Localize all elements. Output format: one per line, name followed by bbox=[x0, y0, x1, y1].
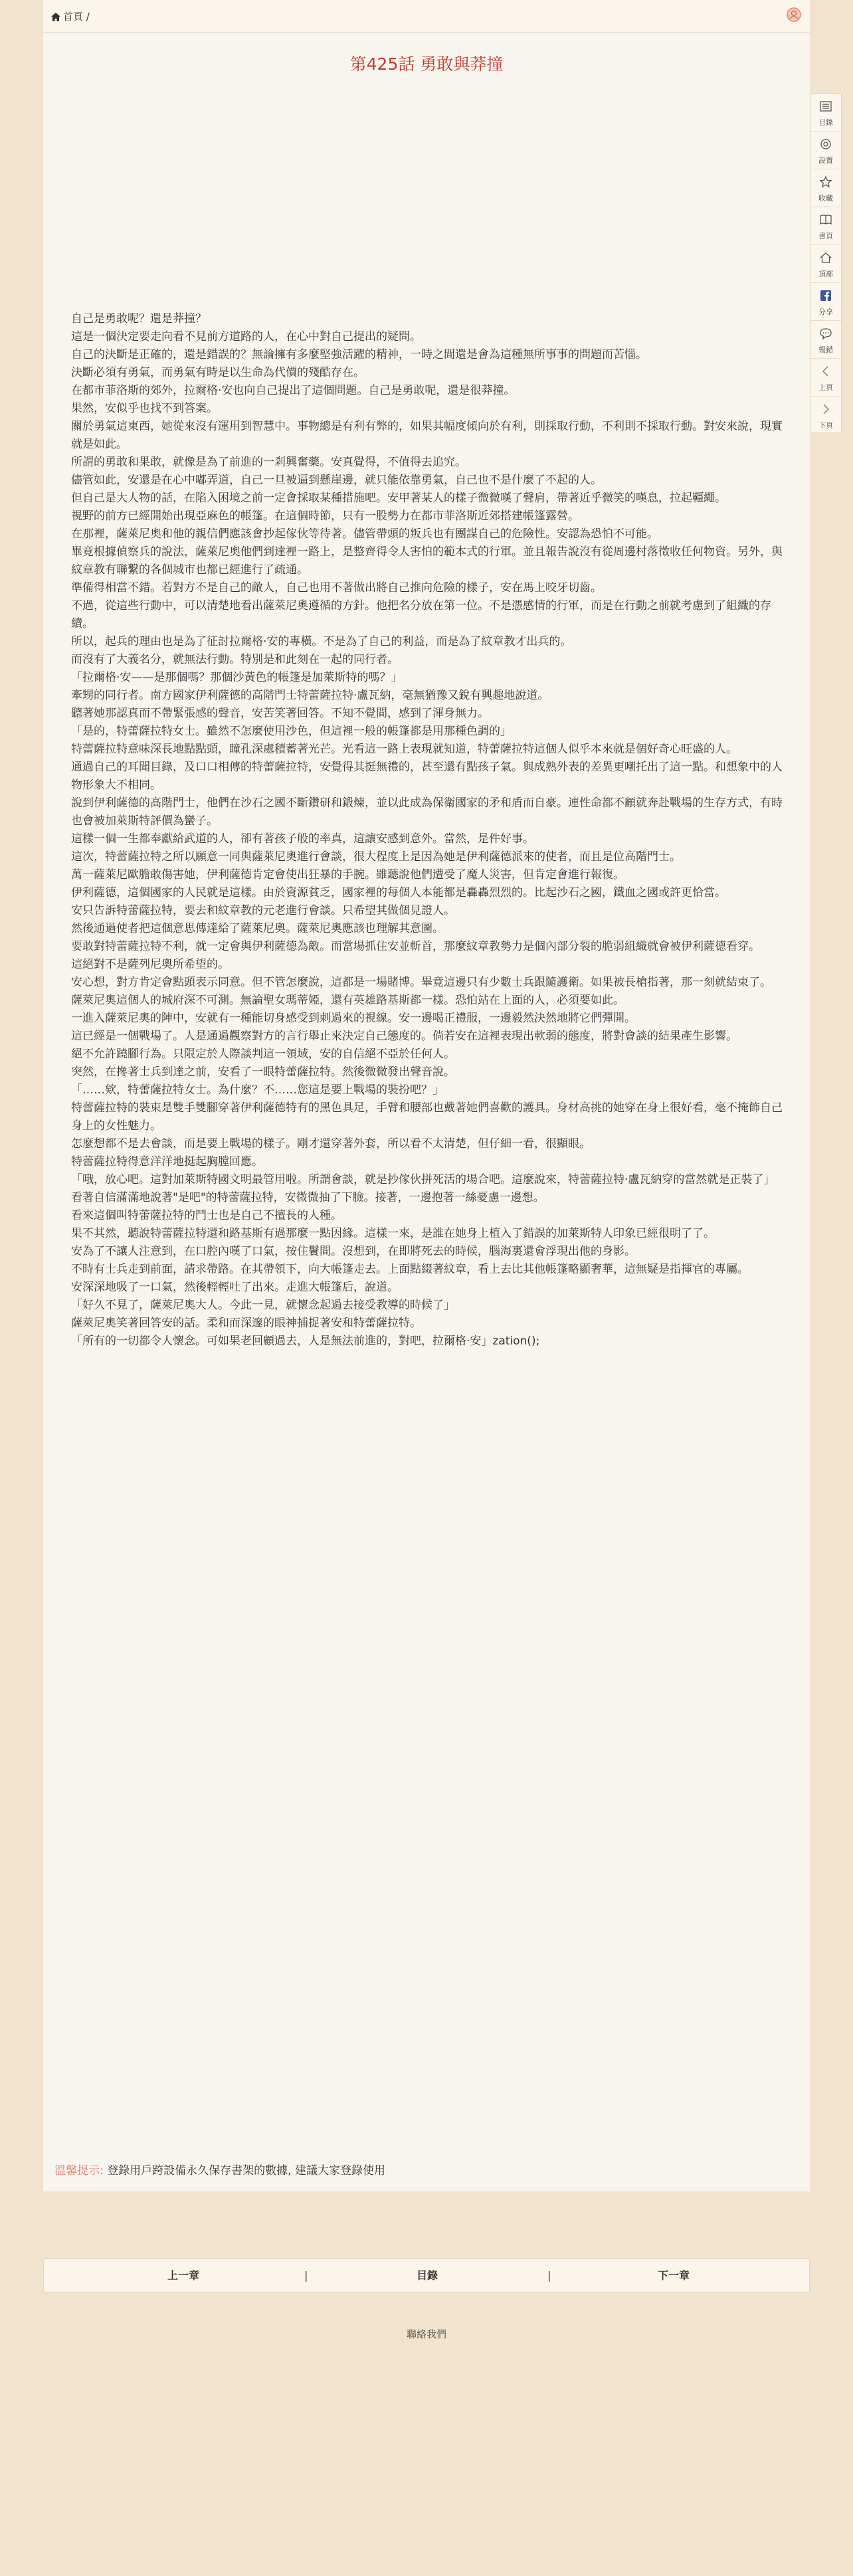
book-icon bbox=[819, 213, 832, 227]
sidebar-item-share[interactable] bbox=[810, 283, 841, 321]
chapter-paragraph: 這絕對不是薩列尼奧所希望的。 bbox=[71, 958, 229, 971]
chapter-paragraph: 要敢對特蕾薩拉特不利，就一定會與伊利薩德為敵。而當場抓住安並斬首，那麼紋章教勢力是個內部分裂的脆弱組織就會被伊利薩德看穿。 bbox=[71, 940, 760, 953]
chapter-paragraph: 畢竟根據偵察兵的說法，薩萊尼奧他們到達裡一路上，是整齊得令人害怕的範本式的行軍。並且報告說沒有從周邊村落徵收任何物資。另外，與紋章教有聯繫的各個城市也都已經進行了疏通。 bbox=[71, 545, 783, 577]
contact-link[interactable]: 聯絡我們 bbox=[406, 2328, 446, 2340]
chapter-paragraph: 說到伊利薩德的高階門士，他們在沙石之國不斷鑽研和鍛煉，並以此成為保衛國家的矛和盾而自豪。連性命都不顧就奔赴戰場的生存方式，有時也會被加萊斯特評價為蠻子。 bbox=[71, 796, 783, 828]
sidebar-item-catalog[interactable] bbox=[810, 94, 841, 132]
chapter-paragraph: 「哦，放心吧。這對加萊斯特國文明最管用啦。所謂會談，就是抄傢伙拼死活的場合吧。這麼說來，特蕾薩拉特·盧瓦納穿的當然就是正裝了」 bbox=[71, 1173, 775, 1186]
chapter-content bbox=[71, 310, 783, 1350]
sidebar-item-favorite[interactable] bbox=[810, 169, 841, 207]
chapter-paragraph: 決斷必須有勇氣，而勇氣有時是以生命為代價的殘酷存在。 bbox=[71, 366, 365, 379]
chapter-paragraph: 自己的決斷是正確的，還是錯誤的？無論擁有多麼堅強活躍的精神，一時之間還是會為這種無所事事的問題而苦惱。 bbox=[71, 348, 647, 361]
chapter-paragraph: 安為了不讓人注意到，在口腔內嘆了口氣，按住鬢間。沒想到，在即將死去的時候，腦海裏還會浮現出他的身影。 bbox=[71, 1245, 636, 1258]
chapter-paragraph: 牽甥的同行者。南方國家伊利薩德的高階門士特蕾薩拉特·盧瓦納，毫無猶豫又銳有興趣地說道。 bbox=[71, 689, 549, 702]
chapter-paragraph: 萬一薩萊尼歐膽敢傷害她，伊利薩德肯定會使出狂暴的手腕。雖聽說他們遭受了魔人災害，但肯定會進行報復。 bbox=[71, 868, 624, 881]
list-icon bbox=[819, 100, 832, 113]
chapter-navigation bbox=[43, 2258, 810, 2293]
chapter-paragraph: 伊利薩德，這個國家的人民就是這樣。由於資源貧乏，國家裡的每個人本能都是轟轟烈烈的。比起沙石之國，鐵血之國或許更恰當。 bbox=[71, 886, 726, 899]
chapter-paragraph: 「是的，特蕾薩拉特女士。雖然不怎麼使用沙色，但這裡一般的帳篷都是用那種色調的」 bbox=[71, 725, 512, 738]
sidebar-label: 書頁 bbox=[818, 232, 833, 240]
prev-chapter-button[interactable]: 上一章 bbox=[167, 2269, 199, 2282]
sidebar-label: 目錄 bbox=[818, 118, 833, 127]
sidebar-item-prev-page[interactable] bbox=[810, 359, 841, 397]
chapter-paragraph: 而沒有了大義名分，就無法行動。特別是和此刻在一起的同行者。 bbox=[71, 653, 399, 666]
facebook-icon bbox=[819, 289, 832, 302]
chapter-paragraph: 薩萊尼奧這個人的城府深不可測。無論聖女瑪蒂婭，還有英雄路基斯都一樣。恐怕站在上面的人，必須要如此。 bbox=[71, 994, 624, 1007]
sidebar-label: 收藏 bbox=[818, 194, 833, 203]
home-icon[interactable] bbox=[51, 11, 60, 24]
chapter-paragraph: 這樣一個一生都奉獻給武道的人，卻有著孩子般的率真，這讓安感到意外。當然，是件好事。 bbox=[71, 832, 534, 846]
floating-sidebar bbox=[810, 93, 842, 433]
chapter-paragraph: 所謂的勇敢和果敢，就像是為了前進的一剎興奮藥。安真覺得，不值得去追究。 bbox=[71, 456, 466, 469]
chapter-paragraph: 這是一個決定要走向看不見前方道路的人，在心中對自己提出的疑問。 bbox=[71, 330, 421, 343]
chapter-paragraph: 視野的前方已經開始出現亞麻色的帳篷。在這個時節，只有一股勢力在都市菲洛斯近郊搭建帳篷露營。 bbox=[71, 509, 579, 523]
chapter-paragraph: 「所有的一切都令人懷念。可如果老回顧過去，人是無法前進的，對吧，拉爾格·安」zation(); bbox=[71, 1334, 540, 1348]
chapter-paragraph: 安深深地吸了一口氣，然後輕輕吐了出來。走進大帳篷后，說道。 bbox=[71, 1281, 399, 1294]
next-chapter-button[interactable]: 下一章 bbox=[657, 2269, 690, 2282]
home-icon bbox=[819, 251, 832, 264]
sidebar-label: 分享 bbox=[818, 308, 833, 316]
star-icon bbox=[819, 175, 832, 189]
chapter-paragraph: 一進入薩萊尼奧的陣中，安就有一種能切身感受到刺過來的視線。安一邊喝正禮服，一邊毅然決然地將它們彈開。 bbox=[71, 1012, 636, 1025]
chapter-card bbox=[43, 33, 810, 2191]
sidebar-label: 報錯 bbox=[818, 345, 833, 354]
user-profile-icon[interactable] bbox=[787, 7, 801, 22]
chevron-right-icon bbox=[819, 403, 832, 416]
chapter-paragraph: 果然，安似乎也找不到答案。 bbox=[71, 402, 218, 415]
chevron-left-icon bbox=[819, 365, 832, 378]
chapter-paragraph: 通過自己的耳聞目錄，及口口相傳的特蕾薩拉特，安覺得其挺無禮的，甚至還有點孩子氣。與成熟外表的差異更嘲托出了這一點。和想象中的人物形象大不相同。 bbox=[71, 761, 783, 792]
chapter-paragraph: 「……欸，特蕾薩拉特女士。為什麼？不……您這是要上戰場的裝扮吧？」 bbox=[71, 1083, 444, 1097]
sidebar-item-next-page[interactable] bbox=[810, 397, 841, 434]
chapter-paragraph: 關於勇氣這東西，她從來沒有運用到智慧中。事物總是有利有弊的，如果其幅度傾向於有利，則採取行動，不利則不採取行動。對安來說，現實就是如此。 bbox=[71, 420, 783, 451]
chapter-paragraph: 看著自信滿滿地說著"是吧"的特蕾薩拉特，安微微抽了下臉。接著，一邊抱著一絲憂慮一邊想。 bbox=[71, 1191, 545, 1204]
chapter-paragraph: 不過，從這些行動中，可以清楚地看出薩萊尼奧遵循的方針。他把名分放在第一位。不是憑感情的行軍，而是在行動之前就考慮到了組織的存續。 bbox=[71, 599, 771, 630]
chapter-paragraph: 所以，起兵的理由也是為了征討拉爾格·安的專橫。不是為了自己的利益，而是為了紋章教才出兵的。 bbox=[71, 635, 572, 648]
sidebar-label: 頂部 bbox=[818, 270, 833, 278]
chapter-paragraph: 怎麼想都不是去會談，而是要上戰場的樣子。剛才還穿著外套，所以看不太清楚，但仔細一看，很顯眼。 bbox=[71, 1137, 591, 1150]
chapter-paragraph: 自己是勇敢呢？還是莽撞？ bbox=[71, 312, 207, 325]
chapter-paragraph: 「好久不見了，薩萊尼奧大人。今此一見，就懷念起過去接受教導的時候了」 bbox=[71, 1299, 455, 1312]
chapter-paragraph: 然後通過使者把這個意思傳達給了薩萊尼奧。薩萊尼奧應該也理解其意圖。 bbox=[71, 922, 444, 935]
chapter-paragraph: 在都市菲洛斯的郊外，拉爾格·安也向自己提出了這個問題。自己是勇敢呢，還是很莽撞。 bbox=[71, 384, 516, 397]
chapter-paragraph: 「拉爾格·安——是那個嗎？那個沙黃色的帳篷是加萊斯特的嗎？」 bbox=[71, 671, 403, 684]
sidebar-item-settings[interactable] bbox=[810, 132, 841, 169]
chapter-paragraph: 薩萊尼奧笑著回答安的話。柔和而深邃的眼神捕捉著安和特蕾薩拉特。 bbox=[71, 1317, 421, 1330]
chapter-paragraph: 準備得相當不錯。若對方不是自己的敵人，自己也用不著做出將自己推向危險的樣子，安在馬上咬牙切齒。 bbox=[71, 581, 602, 595]
chapter-paragraph: 特蕾薩拉特意味深長地點點頭，瞳孔深處積蓄著光芒。光看這一路上表現就知道，特蕾薩拉特這個人似乎本來就是個好奇心旺盛的人。 bbox=[71, 743, 737, 756]
chapter-paragraph: 但自己是大人物的話，在陷入困境之前一定會採取某種措施吧。安甲著某人的樣子微微嘆了聲肩，帶著近乎微笑的嘆息，拉起韁繩。 bbox=[71, 492, 726, 505]
chapter-paragraph: 安心想，對方肯定會點頭表示同意。但不管怎麼說，這都是一場賭博。畢竟這邊只有少數士兵跟隨護衛。如果被長槍指著，那一刻就結束了。 bbox=[71, 976, 771, 989]
chapter-paragraph: 儘管如此，安還是在心中嘟弄道，自己一旦被逼到懸崖邊，就只能依靠勇氣，自己也不是什麼了不起的人。 bbox=[71, 474, 602, 487]
chapter-paragraph: 果不其然，聽說特蕾薩拉特還和路基斯有過那麼一點因緣。這樣一來，是誰在她身上植入了錯誤的加萊斯特人印象已經很明了了。 bbox=[71, 1227, 715, 1240]
chapter-paragraph: 不時有士兵走到前面，請求帶路。在其帶領下，向大帳篷走去。上面點綴著紋章，看上去比其他帳篷略顯奢華，這無疑是指揮官的專屬。 bbox=[71, 1263, 749, 1276]
sidebar-item-report-error[interactable] bbox=[810, 321, 841, 359]
chapter-paragraph: 突然，在搀著士兵到達之前，安看了一眼特蕾薩拉特。然後微微發出聲音說。 bbox=[71, 1065, 455, 1079]
sidebar-label: 上頁 bbox=[818, 383, 833, 392]
chapter-paragraph: 特蕾薩拉特的裝束是雙手雙腳穿著伊利薩德特有的黑色具足，手臂和腰部也戴著她們喜歡的護具。身材高挑的她穿在身上很好看，毫不掩飾自己身上的女性魅力。 bbox=[71, 1101, 783, 1133]
chapter-paragraph: 特蕾薩拉特得意洋洋地挺起胸膛回應。 bbox=[71, 1155, 263, 1168]
comment-icon bbox=[819, 327, 832, 340]
breadcrumb-separator: / bbox=[86, 11, 90, 23]
sidebar-item-top[interactable] bbox=[810, 245, 841, 283]
chapter-paragraph: 在那裡，薩萊尼奧和他的親信們應該會抄起傢伙等待著。儘管帶頭的叛兵也有團謀自己的危險性。安認為恐怕不可能。 bbox=[71, 527, 658, 541]
sidebar-label: 設置 bbox=[818, 156, 833, 165]
catalog-button[interactable]: 目錄 bbox=[416, 2269, 438, 2282]
tip-text: 登錄用戶跨設備永久保存書架的數據, 建議大家登錄使用 bbox=[107, 2164, 385, 2177]
breadcrumb-home-link[interactable]: 首頁 bbox=[63, 11, 84, 23]
breadcrumb bbox=[63, 9, 90, 23]
chapter-paragraph: 安只告訴特蕾薩拉特，要去和紋章教的元老進行會談。只希望其做個見證人。 bbox=[71, 904, 455, 917]
chapter-paragraph: 聽著她那認真而不帶緊張感的聲音，安苦笑著回答。不知不覺間，感到了渾身無力。 bbox=[71, 707, 489, 720]
tip-label: 溫馨提示: bbox=[54, 2164, 104, 2177]
sidebar-item-book-page[interactable] bbox=[810, 207, 841, 245]
chapter-paragraph: 絕不允許蹺腳行為。只限定於人際談判這一領域，安的自信絕不亞於任何人。 bbox=[71, 1048, 455, 1061]
chapter-paragraph: 看來這個叫特蕾薩拉特的鬥士也是自己不擅長的人種。 bbox=[71, 1209, 342, 1222]
nav-separator: | bbox=[304, 2269, 308, 2282]
top-bar bbox=[43, 0, 810, 33]
login-tip bbox=[54, 2161, 745, 2177]
chapter-paragraph: 這已經是一個戰場了。人是通過觀察對方的言行舉止來決定自己態度的。倘若安在這裡表現出軟弱的態度，將對會談的結果產生影響。 bbox=[71, 1030, 737, 1043]
gear-icon bbox=[819, 138, 832, 151]
chapter-title: 第425話 勇敢與莽撞 bbox=[349, 54, 504, 74]
nav-separator: | bbox=[547, 2269, 551, 2282]
sidebar-label: 下頁 bbox=[818, 421, 833, 430]
chapter-paragraph: 這次，特蕾薩拉特之所以願意一同與薩萊尼奧進行會談，很大程度上是因為她是伊利薩德派來的使者，而且是位高階門士。 bbox=[71, 850, 681, 864]
